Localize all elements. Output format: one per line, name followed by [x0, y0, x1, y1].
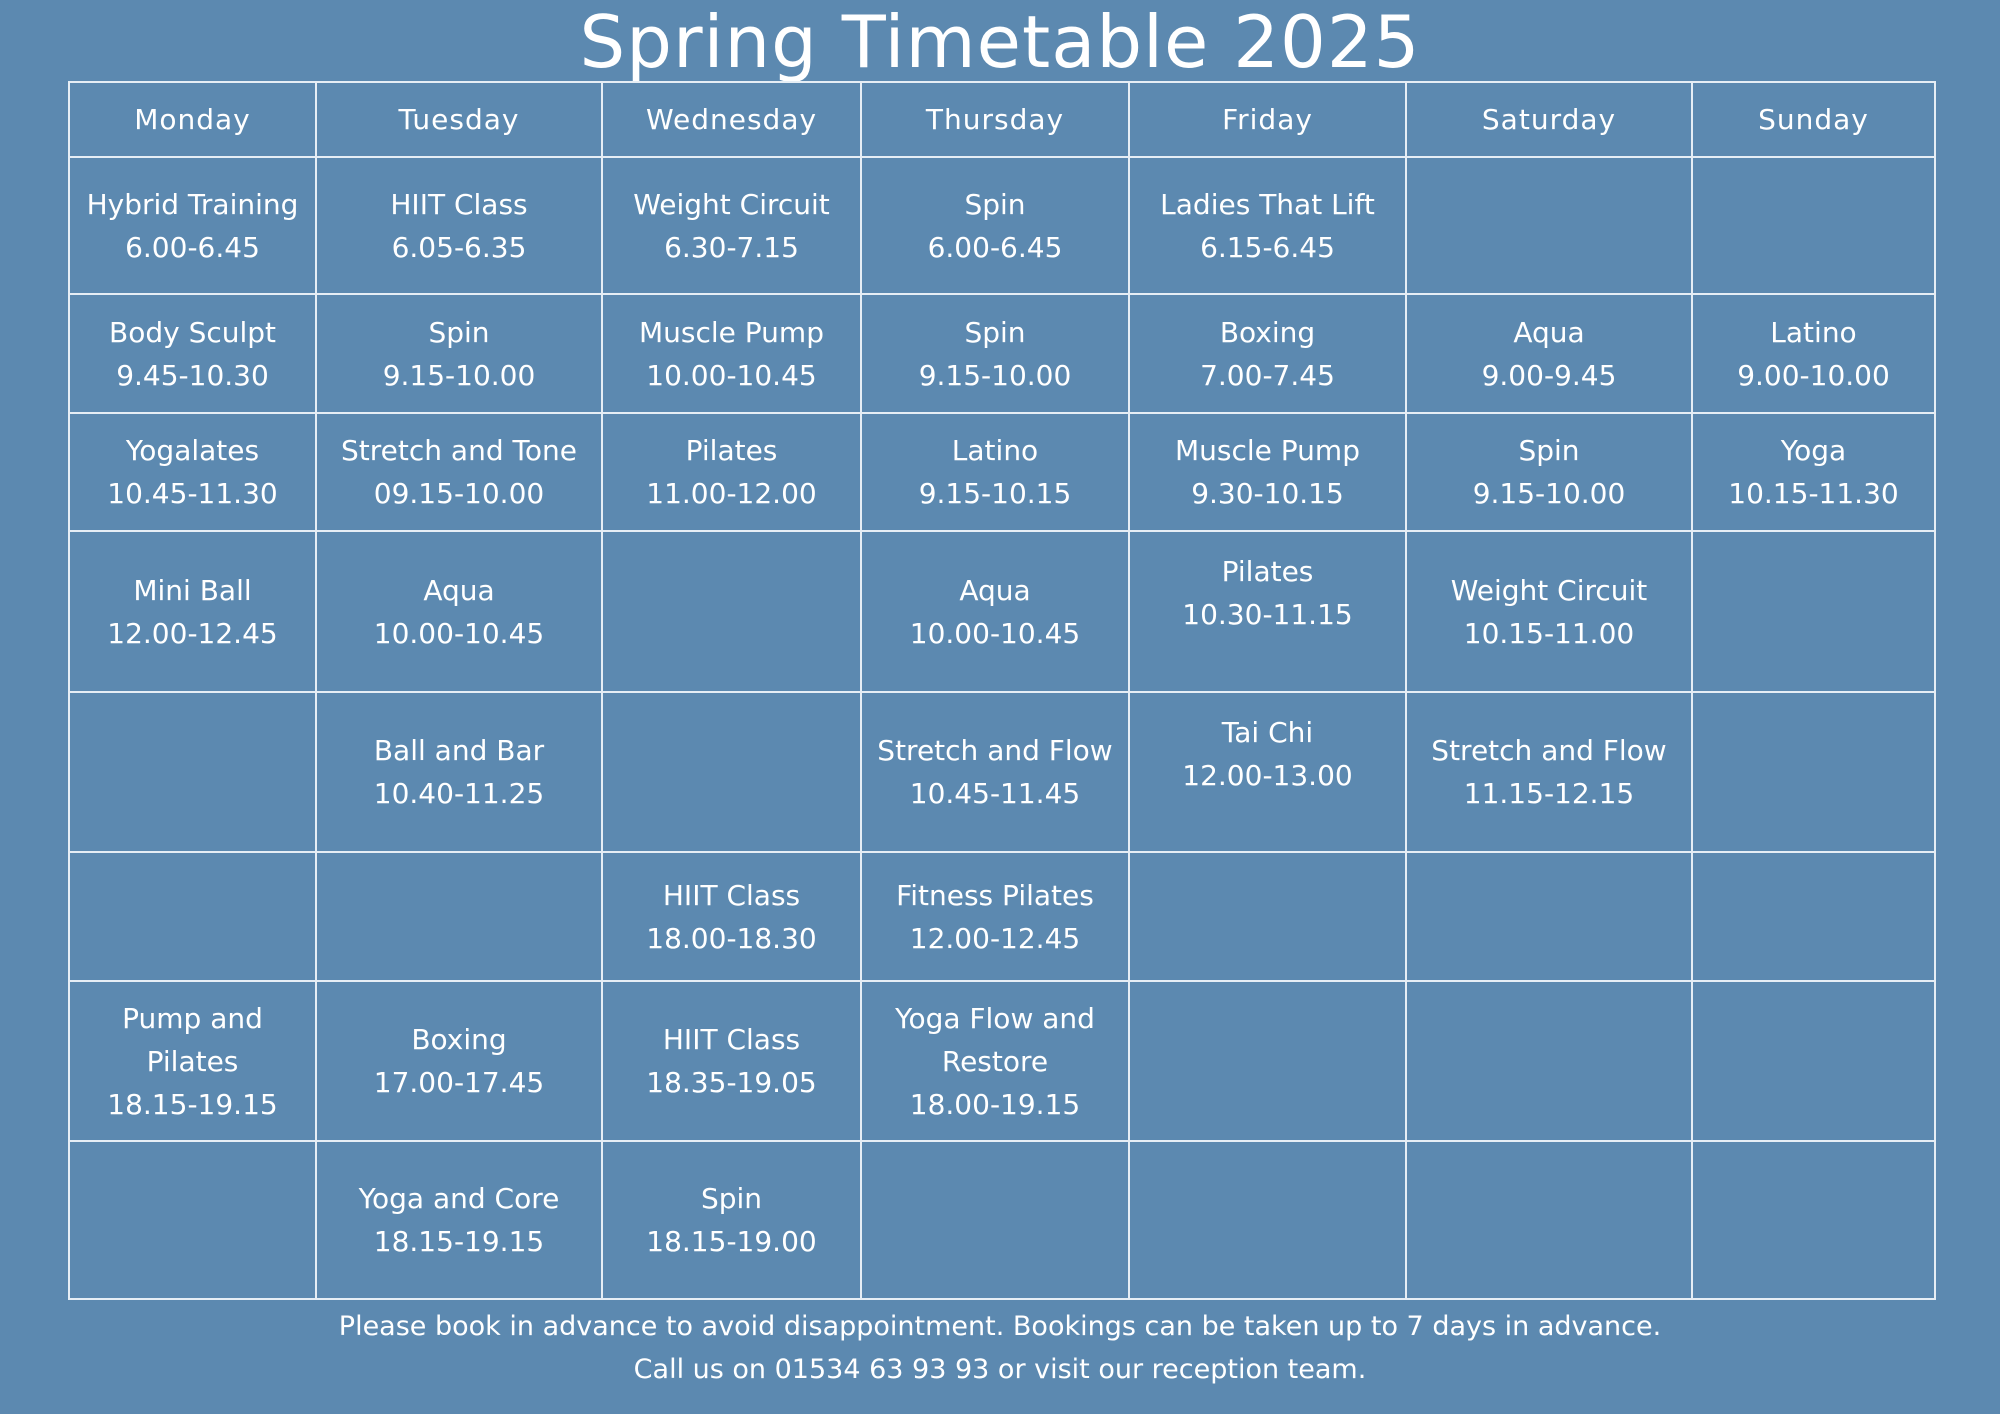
class-name: Aqua — [1513, 315, 1585, 349]
class-name: Boxing — [411, 1023, 507, 1056]
timetable-cell — [602, 294, 861, 413]
class-time: 10.45-11.45 — [909, 777, 1081, 810]
timetable-cell — [1406, 981, 1692, 1141]
day-header: Tuesday — [316, 82, 602, 157]
class-name: Aqua — [959, 573, 1031, 607]
class-time: 10.40-11.25 — [373, 777, 545, 810]
timetable-cell — [1406, 1141, 1692, 1299]
class-time: 18.15-19.15 — [107, 1087, 278, 1121]
class-time: 6.15-6.45 — [1200, 230, 1335, 264]
class-time: 09.15-10.00 — [373, 477, 545, 510]
timetable-cell — [316, 692, 602, 852]
class-name: Latino — [1770, 315, 1857, 349]
timetable-row — [69, 1141, 1935, 1299]
timetable-cell — [1692, 294, 1935, 413]
class-time: 17.00-17.45 — [373, 1066, 545, 1099]
day-header: Monday — [69, 82, 316, 157]
class-name: Body Sculpt — [108, 315, 277, 349]
class-time: 9.00-10.00 — [1737, 358, 1890, 392]
timetable-cell — [316, 294, 602, 413]
class-name: Muscle Pump — [639, 315, 824, 349]
class-name: Ladies That Lift — [1160, 187, 1375, 221]
booking-note-line: Please book in advance to avoid disappointment. Bookings can be taken up to 7 days in advance. — [338, 1311, 1662, 1342]
timetable-row — [69, 531, 1935, 692]
timetable-cell — [602, 692, 861, 852]
timetable-row — [69, 157, 1935, 294]
timetable-cell — [69, 157, 316, 294]
class-name: Hybrid Training — [86, 187, 299, 221]
class-name: Spin — [1518, 434, 1580, 467]
timetable-cell — [861, 157, 1129, 294]
timetable-cell — [69, 531, 316, 692]
timetable-cell — [1692, 413, 1935, 531]
class-time: 9.15-10.00 — [1472, 477, 1626, 510]
timetable-cell — [1129, 294, 1406, 413]
timetable-cell — [1406, 531, 1692, 692]
day-header: Friday — [1129, 82, 1406, 157]
class-time: 18.15-19.15 — [373, 1225, 545, 1258]
class-time: 12.00-13.00 — [1182, 759, 1353, 792]
class-time: 10.00-10.45 — [646, 358, 817, 392]
day-header: Saturday — [1406, 82, 1692, 157]
timetable-cell — [602, 1141, 861, 1299]
timetable-cell — [861, 294, 1129, 413]
timetable-cell — [1692, 852, 1935, 981]
timetable-cell — [861, 852, 1129, 981]
class-time: 7.00-7.45 — [1200, 358, 1335, 392]
timetable-cell — [602, 413, 861, 531]
class-time: 9.30-10.15 — [1191, 477, 1344, 510]
timetable-cell — [602, 157, 861, 294]
timetable-cell — [316, 413, 602, 531]
class-name: Spin — [700, 1182, 763, 1215]
class-time: 18.00-18.30 — [646, 921, 817, 955]
class-time: 18.00-19.15 — [909, 1087, 1081, 1121]
class-name: HIIT Class — [390, 187, 528, 221]
class-time: 9.15-10.00 — [382, 358, 536, 392]
timetable-cell — [602, 852, 861, 981]
day-header: Sunday — [1692, 82, 1935, 157]
timetable-cell — [316, 852, 602, 981]
class-time: 6.30-7.15 — [664, 230, 799, 264]
class-time: 10.30-11.15 — [1182, 598, 1353, 631]
class-time: 10.00-10.45 — [373, 616, 545, 650]
timetable-cell — [1692, 1141, 1935, 1299]
class-time: 9.15-10.00 — [918, 358, 1072, 392]
class-name: Spin — [964, 187, 1026, 221]
class-name: Latino — [951, 434, 1039, 467]
class-name: Tai Chi — [1221, 716, 1314, 749]
timetable-cell — [69, 981, 316, 1141]
timetable-cell — [1129, 981, 1406, 1141]
class-name: Spin — [428, 315, 490, 349]
class-name: Stretch and Tone — [341, 434, 577, 467]
timetable-cell — [1406, 413, 1692, 531]
timetable-cell — [316, 531, 602, 692]
timetable-cell — [69, 1141, 316, 1299]
day-header: Wednesday — [602, 82, 861, 157]
class-name: Stretch and Flow — [1431, 734, 1667, 767]
class-name: Muscle Pump — [1175, 434, 1360, 467]
class-name: Aqua — [423, 573, 495, 607]
class-time: 11.15-12.15 — [1463, 777, 1635, 810]
timetable-cell — [861, 531, 1129, 692]
booking-note — [0, 1305, 2000, 1391]
class-name: Stretch and Flow — [877, 734, 1113, 767]
timetable-row — [69, 692, 1935, 852]
timetable-cell — [1406, 157, 1692, 294]
timetable-cell — [1692, 531, 1935, 692]
class-time: 9.45-10.30 — [116, 358, 269, 392]
class-name: Ball and Bar — [373, 734, 545, 767]
class-name: Yogalates — [125, 434, 260, 467]
timetable — [68, 81, 1936, 1300]
timetable-cell — [1692, 157, 1935, 294]
timetable-cell — [316, 981, 602, 1141]
timetable-cell — [1692, 981, 1935, 1141]
class-time: 11.00-12.00 — [646, 477, 817, 510]
class-time: 18.15-19.00 — [646, 1225, 817, 1258]
class-time: 6.05-6.35 — [391, 230, 527, 264]
class-name: Boxing — [1219, 315, 1316, 349]
timetable-cell — [316, 1141, 602, 1299]
timetable-cell — [602, 531, 861, 692]
timetable-cell — [69, 413, 316, 531]
timetable-row — [69, 294, 1935, 413]
class-time: 10.15-11.00 — [1463, 616, 1635, 650]
class-name: Fitness Pilates — [896, 878, 1094, 912]
class-name: Mini Ball — [133, 573, 252, 607]
timetable-cell — [1129, 692, 1406, 852]
class-name: Weight Circuit — [633, 187, 830, 221]
class-name: Pilates — [685, 434, 778, 467]
timetable-cell — [69, 294, 316, 413]
class-name: HIIT Class — [662, 1023, 801, 1056]
class-name: Yoga and Core — [358, 1182, 560, 1215]
class-name: HIIT Class — [662, 878, 801, 912]
class-name: Pump and Pilates — [122, 1001, 263, 1078]
timetable-cell — [1129, 531, 1406, 692]
class-time: 10.45-11.30 — [107, 477, 278, 510]
class-time: 9.15-10.15 — [918, 477, 1072, 510]
timetable-cell — [1406, 852, 1692, 981]
timetable-cell — [861, 413, 1129, 531]
timetable-cell — [861, 981, 1129, 1141]
timetable-cell — [1129, 1141, 1406, 1299]
page-title: Spring Timetable 2025 — [579, 0, 1421, 84]
timetable-row — [69, 852, 1935, 981]
timetable-cell — [316, 157, 602, 294]
timetable-cell — [1406, 294, 1692, 413]
timetable-cell — [69, 852, 316, 981]
day-header-row — [69, 82, 1935, 157]
class-time: 9.00-9.45 — [1481, 358, 1617, 392]
class-name: Spin — [964, 315, 1026, 349]
timetable-cell — [1129, 852, 1406, 981]
contact-note-line: Call us on 01534 63 93 93 or visit our reception team. — [633, 1354, 1367, 1385]
class-time: 6.00-6.45 — [927, 230, 1063, 264]
class-time: 18.35-19.05 — [646, 1066, 817, 1099]
class-name: Yoga Flow and Restore — [895, 1001, 1095, 1078]
class-time: 12.00-12.45 — [909, 921, 1081, 955]
class-name: Pilates — [1221, 555, 1314, 588]
timetable-cell — [861, 692, 1129, 852]
timetable-cell — [1129, 157, 1406, 294]
class-time: 12.00-12.45 — [107, 616, 278, 650]
class-time: 6.00-6.45 — [125, 230, 260, 264]
class-name: Weight Circuit — [1450, 573, 1648, 607]
class-name: Yoga — [1780, 434, 1847, 467]
class-time: 10.15-11.30 — [1728, 477, 1899, 510]
timetable-cell — [1692, 692, 1935, 852]
timetable-cell — [69, 692, 316, 852]
timetable-cell — [1129, 413, 1406, 531]
class-time: 10.00-10.45 — [909, 616, 1081, 650]
timetable-cell — [1406, 692, 1692, 852]
timetable-cell — [602, 981, 861, 1141]
timetable-cell — [861, 1141, 1129, 1299]
timetable-row — [69, 413, 1935, 531]
timetable-body — [69, 157, 1935, 1299]
day-header: Thursday — [861, 82, 1129, 157]
timetable-row — [69, 981, 1935, 1141]
